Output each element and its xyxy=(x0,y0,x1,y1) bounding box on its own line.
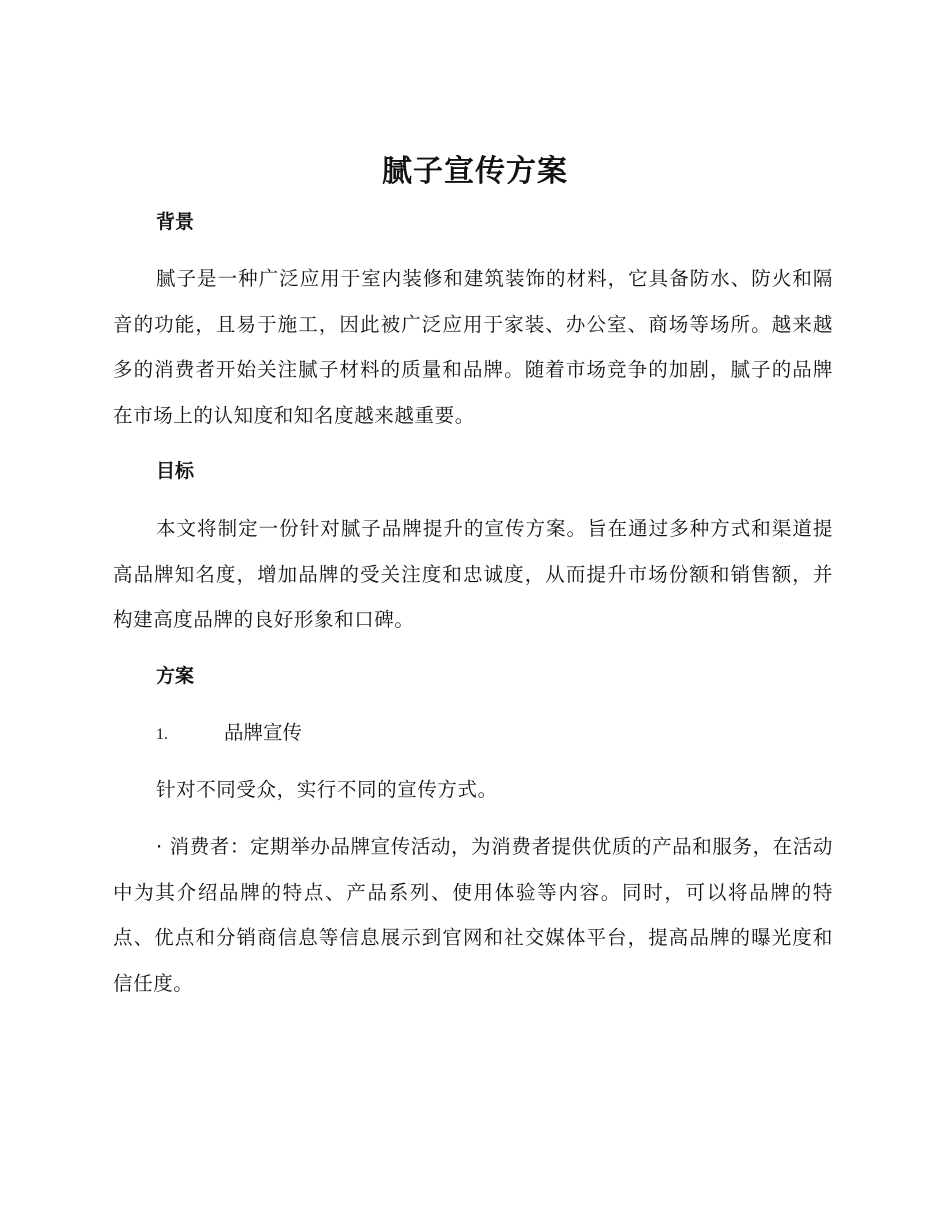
paragraph-consumers: · 消费者：定期举办品牌宣传活动，为消费者提供优质的产品和服务，在活动中为其介绍品牌的特点、产品系列、使用体验等内容。同时，可以将品牌的特点、优点和分销商信息等信息展示到官网和社交媒体平台，提高品牌的曝光度和信任度。 xyxy=(113,835,833,995)
document-title: 腻子宣传方案 xyxy=(382,154,568,189)
list-item-brand-promotion xyxy=(156,718,302,750)
section-heading-plan: 方案 xyxy=(156,665,195,687)
paragraph-goal: 本文将制定一份针对腻子品牌提升的宣传方案。旨在通过多种方式和渠道提高品牌知名度，增加品牌的受关注度和忠诚度，从而提升市场份额和销售额，并构建高度品牌的良好形象和口碑。 xyxy=(113,517,833,631)
paragraph-background: 腻子是一种广泛应用于室内装修和建筑装饰的材料，它具备防水、防火和隔音的功能，且易于施工，因此被广泛应用于家装、办公室、商场等场所。越来越多的消费者开始关注腻子材料的质量和品牌。随着市场竞争的加剧，腻子的品牌在市场上的认知度和知名度越来越重要。 xyxy=(113,267,833,427)
section-heading-background: 背景 xyxy=(156,211,195,233)
list-item-number: 1. xyxy=(156,726,168,743)
section-heading-goal: 目标 xyxy=(156,460,195,482)
list-item-label: 品牌宣传 xyxy=(224,721,303,744)
paragraph-plan-intro: 针对不同受众，实行不同的宣传方式。 xyxy=(156,778,498,801)
